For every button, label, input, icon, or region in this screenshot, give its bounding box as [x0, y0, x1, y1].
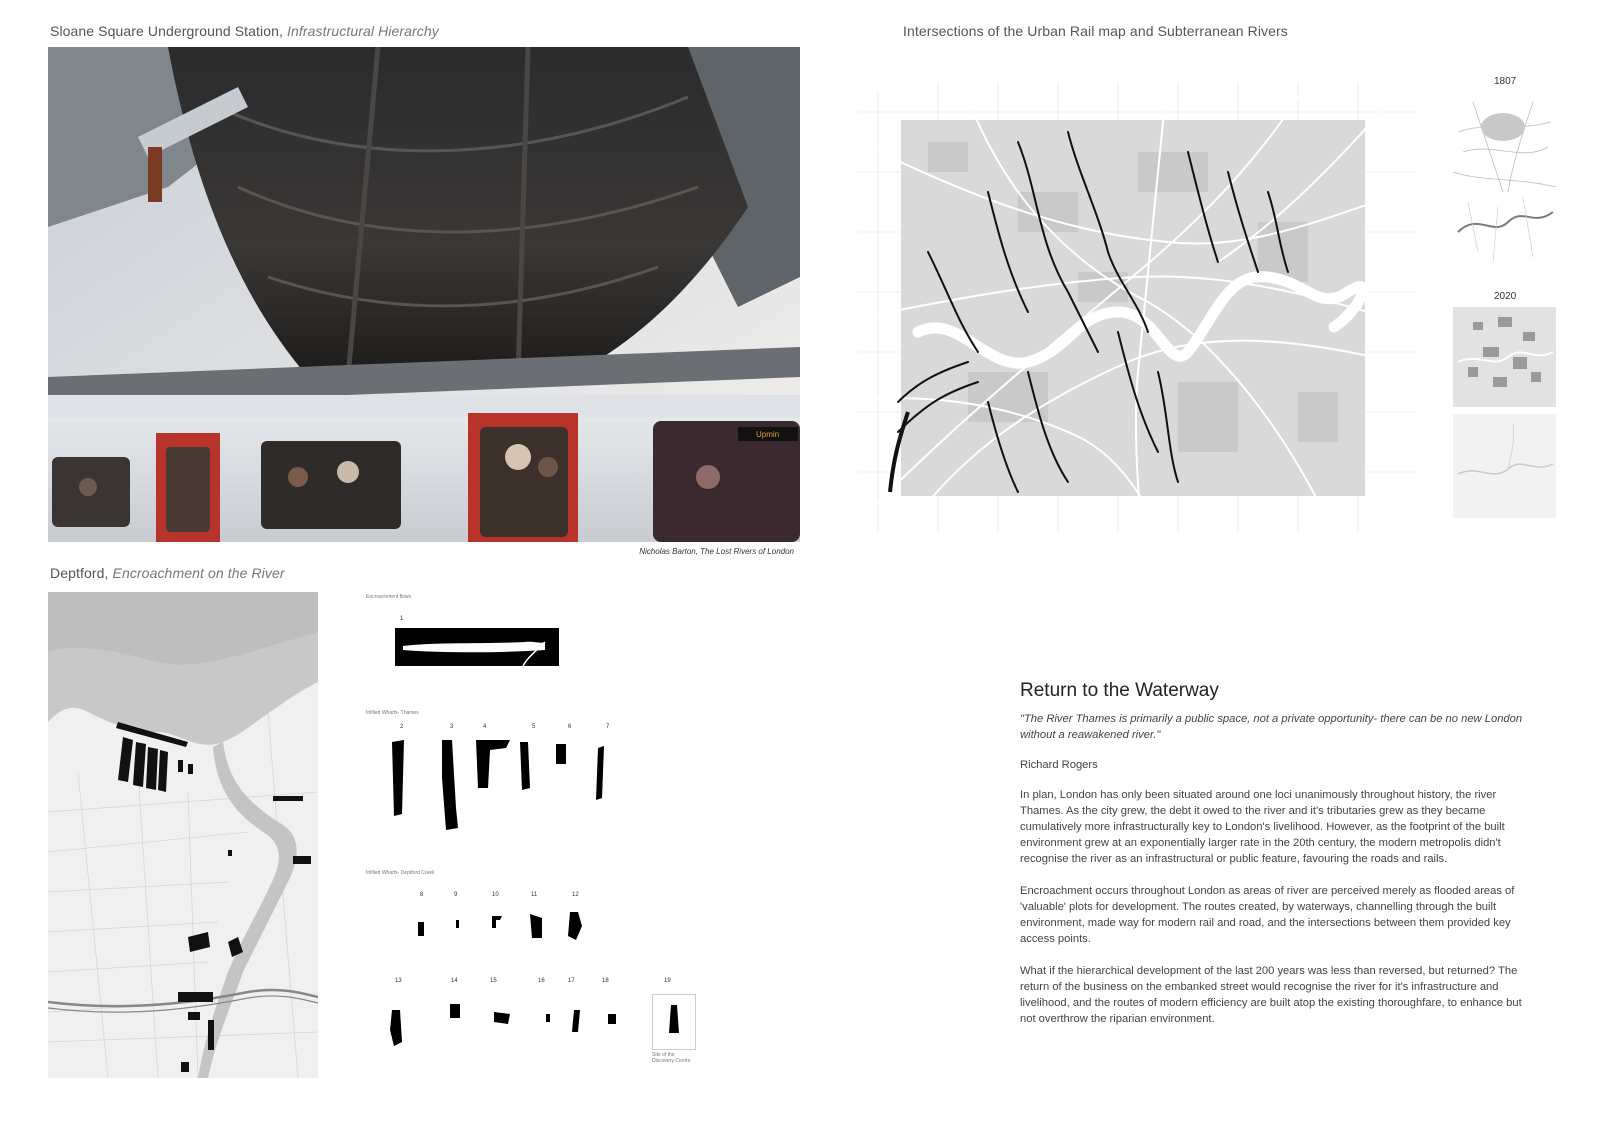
wharf-number: 18 [602, 978, 609, 984]
creek-wharf-shapes-row2 [382, 990, 642, 1050]
mini-map-1807 [1453, 92, 1556, 264]
essay-author: Richard Rogers [1020, 759, 1098, 771]
wharf-number: 14 [451, 978, 458, 984]
group-label-thames: Infilled Wharfs- Thames [366, 710, 419, 716]
wharf-number: 10 [492, 892, 499, 898]
river-rail-map [838, 72, 1434, 542]
deptford-map [48, 592, 318, 1078]
wharf-number: 12 [572, 892, 579, 898]
year-2020-label: 2020 [1494, 291, 1517, 302]
map-title: Intersections of the Urban Rail map and Subterranean Rivers [903, 23, 1288, 39]
photo-title: Sloane Square Underground Station, Infrastructural Hierarchy [50, 23, 439, 39]
encroachment-flow-diagram [395, 628, 559, 666]
wharf-number: 4 [483, 724, 487, 730]
wharf-number: 3 [450, 724, 454, 730]
essay-paragraph: What if the hierarchical development of the last 200 years was less than reversed, but returned? The return of the business on the embanked street would recognise the river for it's infrastructure and livelihood, and the routes of modern efficiency are built atop the existing thoroughfare, to enhance but not overthrow the riparian environment. [1020, 965, 1522, 1025]
wharf-diagrams [362, 590, 712, 1090]
essay-title: Return to the Waterway [1020, 680, 1219, 701]
creek-wharf-shapes-row1 [402, 906, 602, 946]
wharf-number: 2 [400, 724, 404, 730]
wharf-number: 16 [538, 978, 545, 984]
deptford-title: Deptford, Encroachment on the River [50, 565, 285, 581]
wharf-number: 17 [568, 978, 575, 984]
essay-quote: "The River Thames is primarily a public space, not a private opportunity- there can be no new London without a reawakened river." [1020, 713, 1523, 741]
wharf-number: 8 [420, 892, 424, 898]
discovery-centre-note: Site of the Discovery Centre [652, 1052, 691, 1064]
mini-map-rivers [1453, 414, 1556, 518]
wharf-number: 9 [454, 892, 458, 898]
wharf-number: 13 [395, 978, 402, 984]
wharf-number: 5 [532, 724, 536, 730]
wharf-number: 1 [400, 616, 404, 622]
discovery-centre-diagram [652, 994, 696, 1050]
photo-credit: Nicholas Barton, The Lost Rivers of London [639, 547, 794, 556]
group-label-encroachment: Encroachment flows [366, 594, 412, 600]
wharf-number: 19 [664, 978, 671, 984]
group-label-deptford-creek: Infilled Wharfs- Deptford Creek [366, 870, 435, 876]
essay-paragraph: Encroachment occurs throughout London as areas of river are perceived merely as flooded areas of 'valuable' plots for development. The routes created, by waterways, channelling through the built environment, made way for modern rail and road, and the intersections between them provided key access points. [1020, 885, 1515, 945]
year-1807-label: 1807 [1494, 76, 1517, 87]
thames-wharf-shapes [392, 738, 622, 838]
wharf-number: 6 [568, 724, 572, 730]
essay-paragraph: In plan, London has only been situated around one loci unanimously throughout history, the river Thames. As the city grew, the debt it owed to the river and it's tributaries grew as they became cumulatively more infrastructurally key to London's livelihood. However, as the footprint of the built environment grew at an exponentially larger rate in the 20th century, the modern metropolis didn't recognise the river as an infrastructural or public feature, favouring the roads and rails. [1020, 789, 1505, 865]
mini-map-2020 [1453, 307, 1556, 407]
station-photo [48, 47, 800, 542]
wharf-number: 11 [531, 892, 538, 898]
train-destination-sign: Upmin [756, 430, 780, 439]
essay [1020, 680, 1526, 1027]
wharf-number: 7 [606, 724, 610, 730]
wharf-number: 15 [490, 978, 497, 984]
